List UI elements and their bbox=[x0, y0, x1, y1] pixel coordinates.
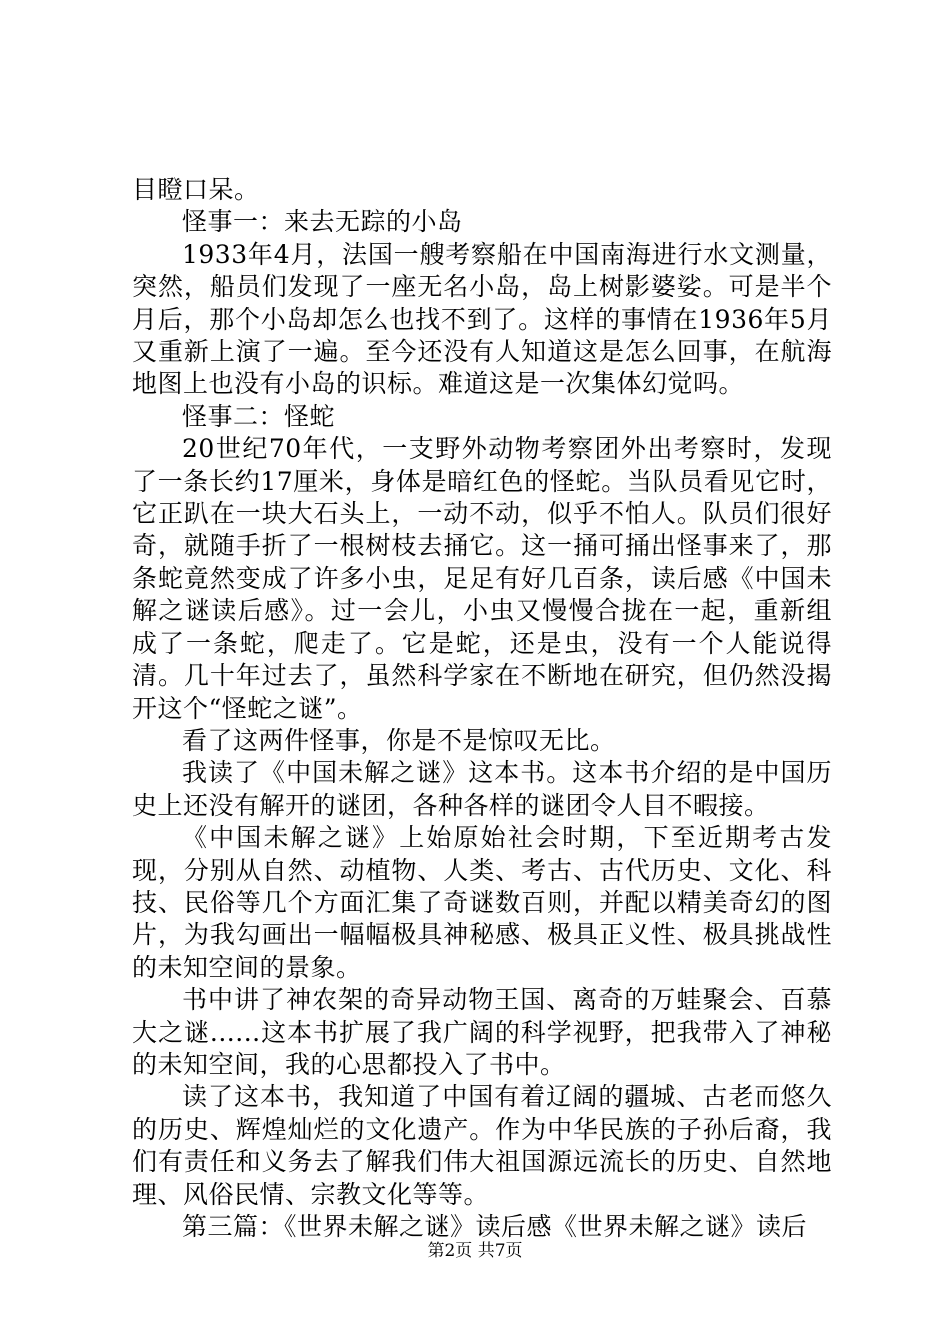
paragraph: 《中国未解之谜》上始原始社会时期，下至近期考古发现，分别从自然、动植物、人类、考古、古代历史、文化、科技、民俗等几个方面汇集了奇谜数百则，并配以精美奇幻的图片，为我勾画出一幅幅极具神秘感、极具正义性、极具挑战性的未知空间的景象。 bbox=[132, 823, 832, 982]
paragraph: 看了这两件怪事，你是不是惊叹无比。 bbox=[182, 725, 616, 755]
paragraph: 读了这本书，我知道了中国有着辽阔的疆城、古老而悠久的历史、辉煌灿烂的文化遗产。作为中华民族的子孙后裔，我们有责任和义务去了解我们伟大祖国源远流长的历史、自然地理、风俗民情、宗教文化等等。 bbox=[132, 1082, 832, 1209]
paragraph: 第三篇：《世界未解之谜》读后感《世界未解之谜》读后 bbox=[182, 1212, 808, 1241]
paragraph: 1933年4月，法国一艘考察船在中国南海进行水文测量，突然，船员们发现了一座无名小岛，岛上树影婆娑。可是半个月后，那个小岛却怎么也找不到了。这样的事情在1936年5月又重新上演了一遍。至今还没有人知道这是怎么回事，在航海地图上也没有小岛的识标。难道这是一次集体幻觉吗。 bbox=[132, 239, 832, 399]
paragraph: 书中讲了神农架的奇异动物王国、离奇的万蛙聚会、百慕大之谜......这本书扩展了我广阔的科学视野，把我带入了神秘的未知空间，我的心思都投入了书中。 bbox=[132, 985, 832, 1079]
page-number-footer: 第2页 共7页 bbox=[427, 1241, 523, 1261]
paragraph: 我读了《中国未解之谜》这本书。这本书介绍的是中国历史上还没有解开的谜团，各种各样的谜团令人目不暇接。 bbox=[132, 758, 832, 820]
section-heading: 怪事一：来去无踪的小岛 bbox=[182, 207, 463, 237]
section-heading: 怪事二：怪蛇 bbox=[182, 401, 336, 431]
paragraph: 20世纪70年代，一支野外动物考察团外出考察时，发现了一条长约17厘米，身体是暗红色的怪蛇。当队员看见它时，它正趴在一块大石头上，一动不动，似乎不怕人。队员们很好奇，就随手折了一根树枝去捅它。这一捅可捅出怪事来了，那条蛇竟然变成了许多小虫，足足有好几百条，读后感《中国未解之谜读后感》。过一会儿，小虫又慢慢合拢在一起，重新组成了一条蛇，爬走了。它是蛇，还是虫，没有一个人能说得清。几十年过去了，虽然科学家在不断地在研究，但仍然没揭开这个“怪蛇之谜”。 bbox=[132, 434, 832, 723]
paragraph: 目瞪口呆。 bbox=[132, 175, 260, 204]
document-body bbox=[132, 174, 832, 1243]
